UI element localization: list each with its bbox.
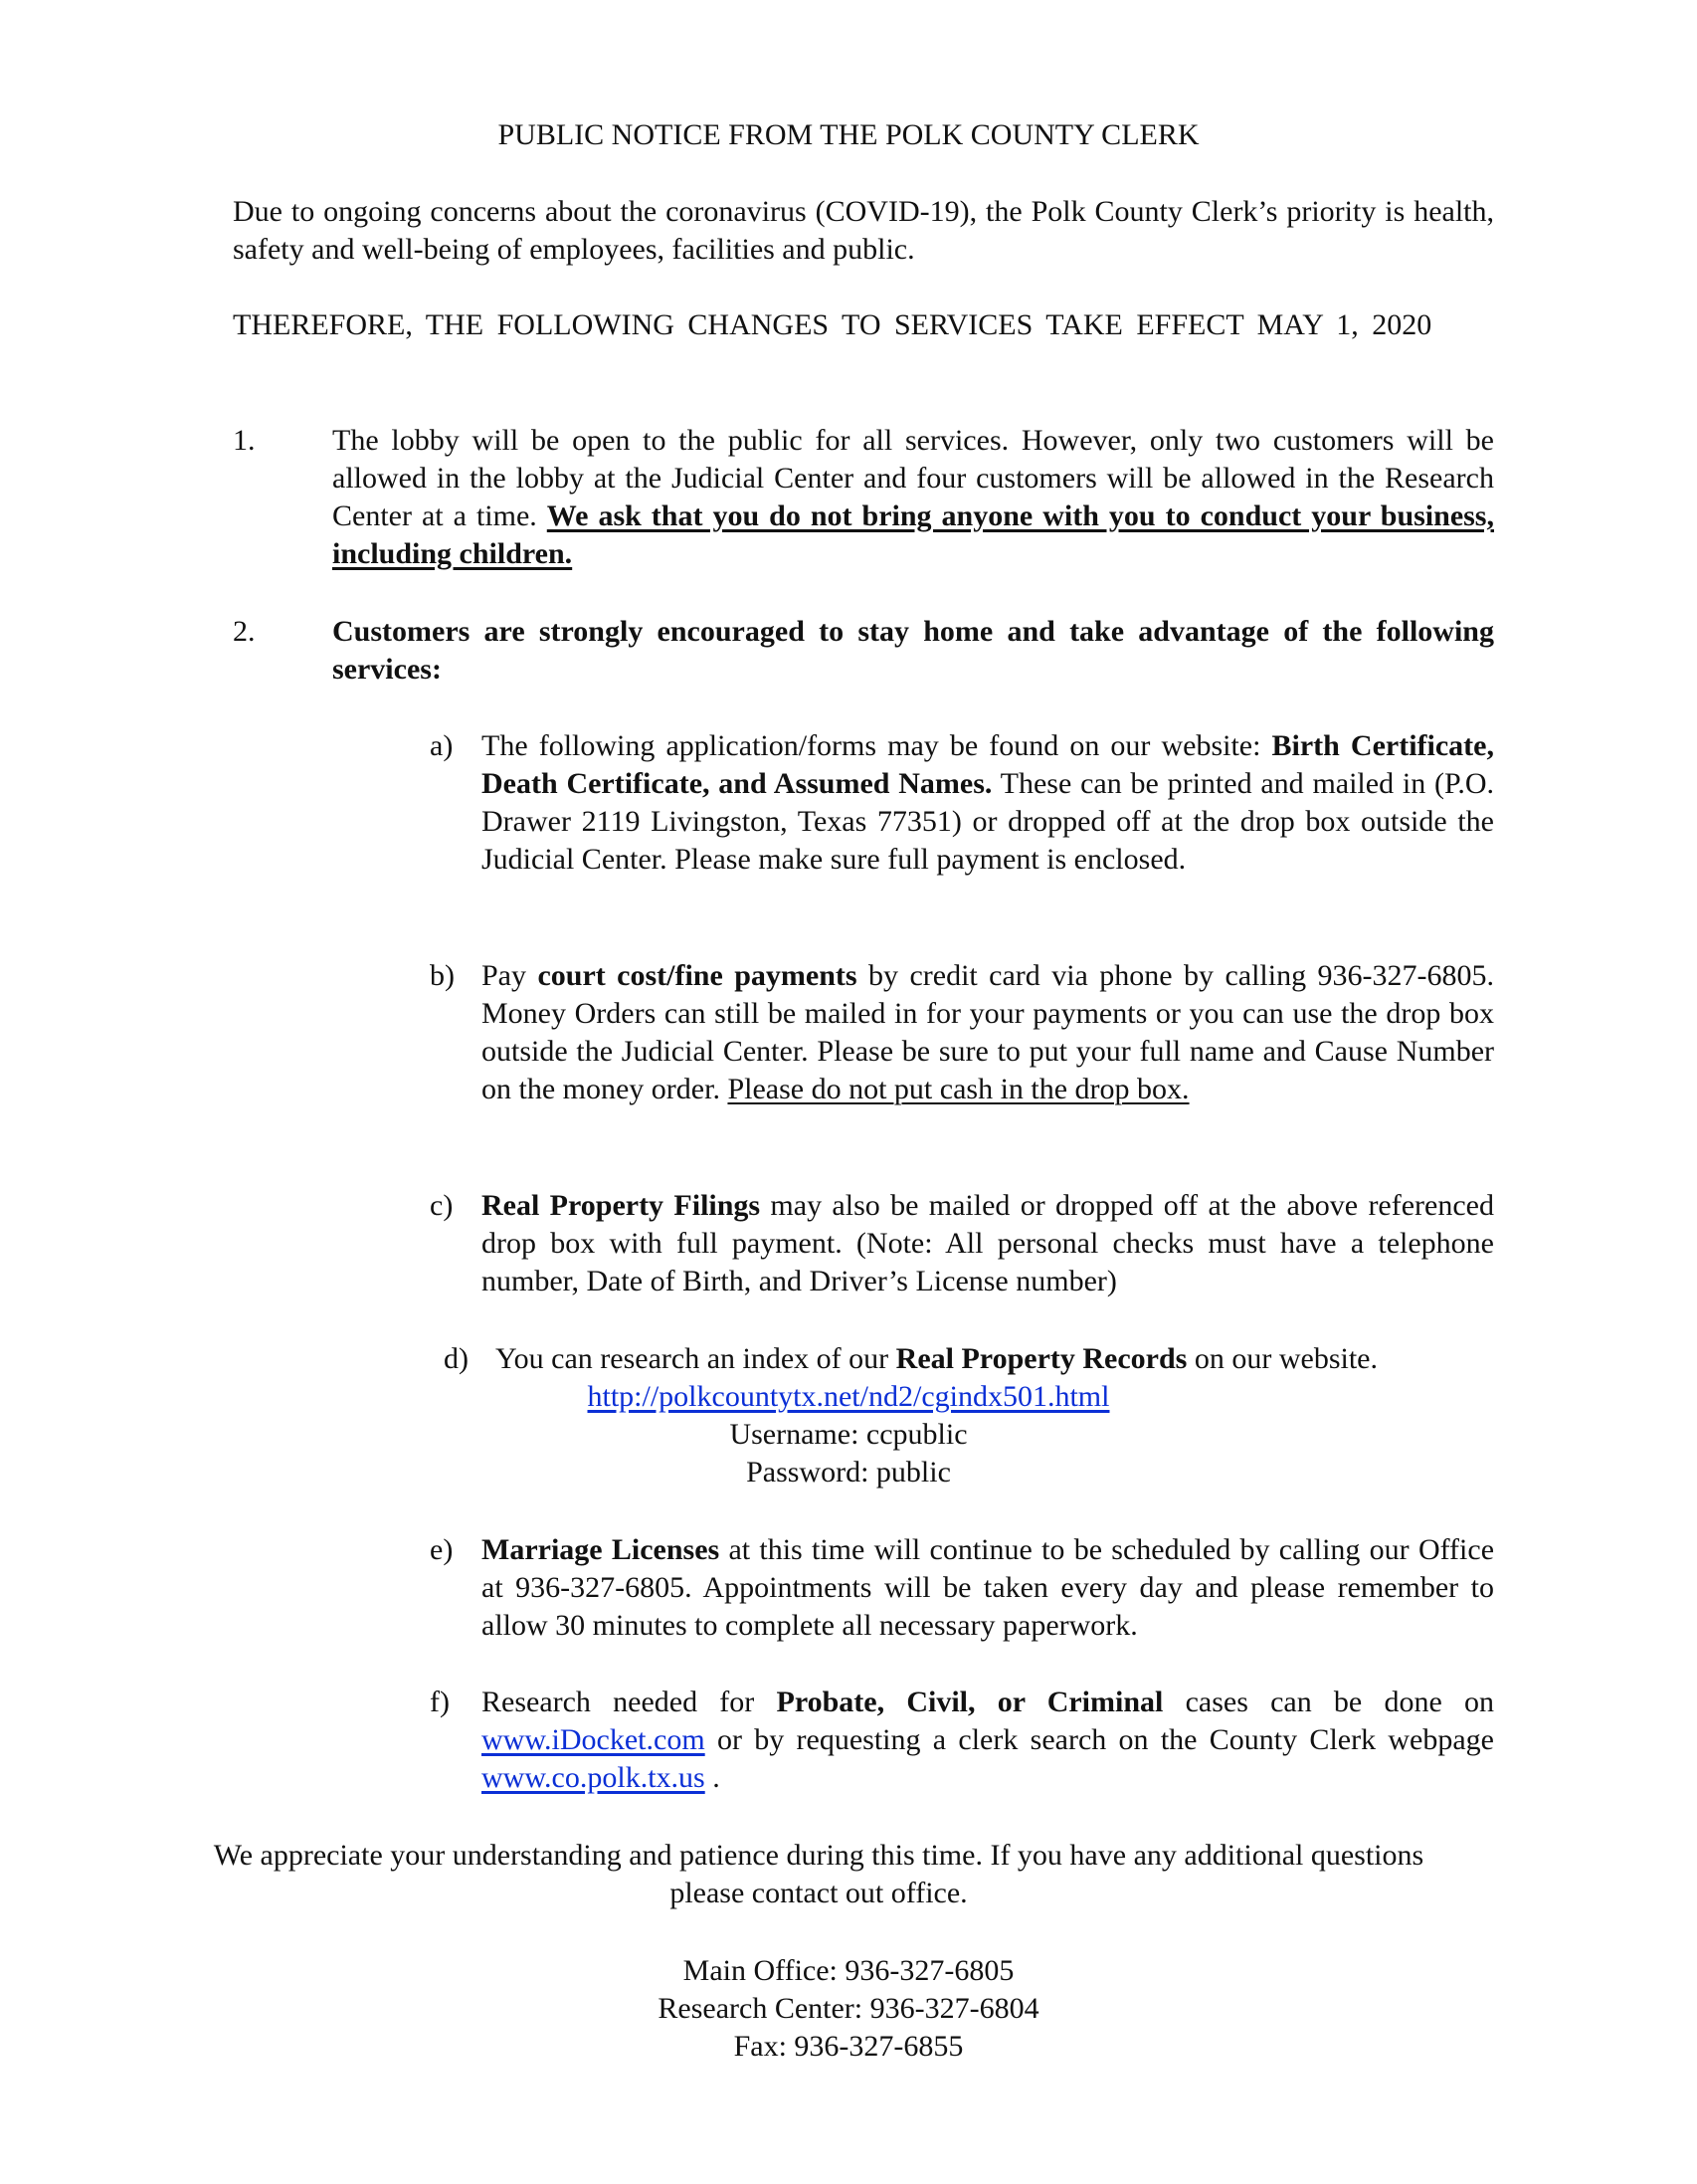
service-text: The following application/forms may be found on our website:	[481, 729, 1272, 762]
records-username: Username: ccpublic	[729, 1418, 968, 1451]
service-text: You can research an index of our	[495, 1342, 896, 1375]
service-text: .	[704, 1761, 720, 1794]
service-text: These can be printed and mailed in (P.O. Drawer 2119 Livingston, Texas 77351) or dropped off at the drop box outside the Judicial Center. Please make sure full payment is enclosed.	[481, 767, 1495, 876]
closing-line: please contact out office.	[669, 1877, 968, 1909]
service-text: at this time will continue to be scheduled by calling our Office at 936-327-6805. Appointments will be taken every day and please remember to allow 30 minutes to complete all necessary paperwork.	[481, 1533, 1495, 1642]
service-text: or by requesting a clerk search on the County Clerk webpage	[704, 1723, 1494, 1756]
records-password: Password: public	[746, 1456, 951, 1489]
service-body	[481, 1187, 1494, 1300]
service-label: f)	[430, 1686, 450, 1718]
service-bold-text: Marriage Licenses	[481, 1533, 720, 1566]
service-text: cases can be done on	[1163, 1686, 1494, 1718]
numbered-item-1	[233, 422, 1494, 573]
cash-warning: Please do not put cash in the drop box.	[727, 1073, 1190, 1105]
service-bold-text: Real Property Filings	[481, 1189, 761, 1222]
service-label: c)	[430, 1189, 454, 1222]
item-text: The lobby will be open to the public for all services. However, only two customers will be allowed in the lobby at the Judicial Center and four customers will be allowed in the Research Center at a time.	[332, 424, 1494, 532]
item-body	[332, 422, 1494, 573]
service-bold-text: Probate, Civil, or Criminal	[776, 1686, 1164, 1718]
service-item-b	[430, 957, 1494, 1108]
service-label: e)	[430, 1533, 454, 1566]
page-title: PUBLIC NOTICE FROM THE POLK COUNTY CLERK	[497, 118, 1200, 151]
service-body	[481, 1684, 1494, 1797]
service-item-c	[430, 1187, 1494, 1300]
service-text: on our website.	[1187, 1342, 1378, 1375]
effective-date-heading: THEREFORE, THE FOLLOWING CHANGES TO SERVICES TAKE EFFECT MAY 1, 2020	[233, 308, 1432, 341]
service-body	[481, 957, 1494, 1108]
service-label: b)	[430, 959, 455, 992]
item-number: 2.	[233, 615, 256, 648]
service-body	[495, 1340, 1494, 1378]
item-number: 1.	[233, 424, 256, 457]
item-body	[332, 613, 1494, 689]
item-emphasis: We ask that you do not bring anyone with you to conduct your business, including children.	[332, 499, 1494, 570]
service-bold-text: court cost/fine payments	[537, 959, 857, 992]
service-body	[481, 727, 1494, 879]
service-item-a	[430, 727, 1494, 879]
intro-paragraph: Due to ongoing concerns about the coronavirus (COVID-19), the Polk County Clerk’s priority is health, safety and well-being of employees, facilities and public.	[233, 195, 1494, 266]
service-item-e	[430, 1531, 1494, 1645]
service-label: a)	[430, 729, 454, 762]
item-text: Customers are strongly encouraged to stay home and take advantage of the following services:	[332, 615, 1494, 686]
records-index-link[interactable]: http://polkcountytx.net/nd2/cgindx501.html	[587, 1380, 1110, 1413]
service-text: Pay	[481, 959, 538, 992]
service-item-d	[444, 1340, 1494, 1378]
service-text: Research needed for	[481, 1686, 777, 1718]
closing-paragraph	[60, 1837, 1578, 1912]
service-text: by credit card via phone by calling 936-327-6805. Money Orders can still be mailed in for your payments or you can use the drop box outside the Judicial Center. Please be sure to put your full name and Cause Number on the money order.	[481, 959, 1495, 1105]
contact-list	[0, 1952, 1697, 2066]
numbered-item-2	[233, 613, 1494, 689]
records-access-info	[0, 1378, 1697, 1491]
service-bold-text: Real Property Records	[895, 1342, 1188, 1375]
county-website-link[interactable]: www.co.polk.tx.us	[481, 1761, 705, 1794]
service-item-f	[430, 1684, 1494, 1797]
idocket-link[interactable]: www.iDocket.com	[481, 1723, 705, 1756]
service-body	[481, 1531, 1494, 1645]
contact-fax: Fax: 936-327-6855	[733, 2030, 964, 2063]
service-text: may also be mailed or dropped off at the above referenced drop box with full payment. (Note: All personal checks must have a telephone number, Date of Birth, and Driver’s License number)	[481, 1189, 1494, 1297]
service-bold-text: Birth Certificate, Death Certificate, and Assumed Names.	[481, 729, 1494, 800]
closing-line: We appreciate your understanding and patience during this time. If you have any additional questions	[213, 1839, 1424, 1872]
service-label: d)	[444, 1342, 469, 1375]
contact-research-center: Research Center: 936-327-6804	[658, 1992, 1039, 2025]
contact-main-office: Main Office: 936-327-6805	[682, 1954, 1015, 1987]
